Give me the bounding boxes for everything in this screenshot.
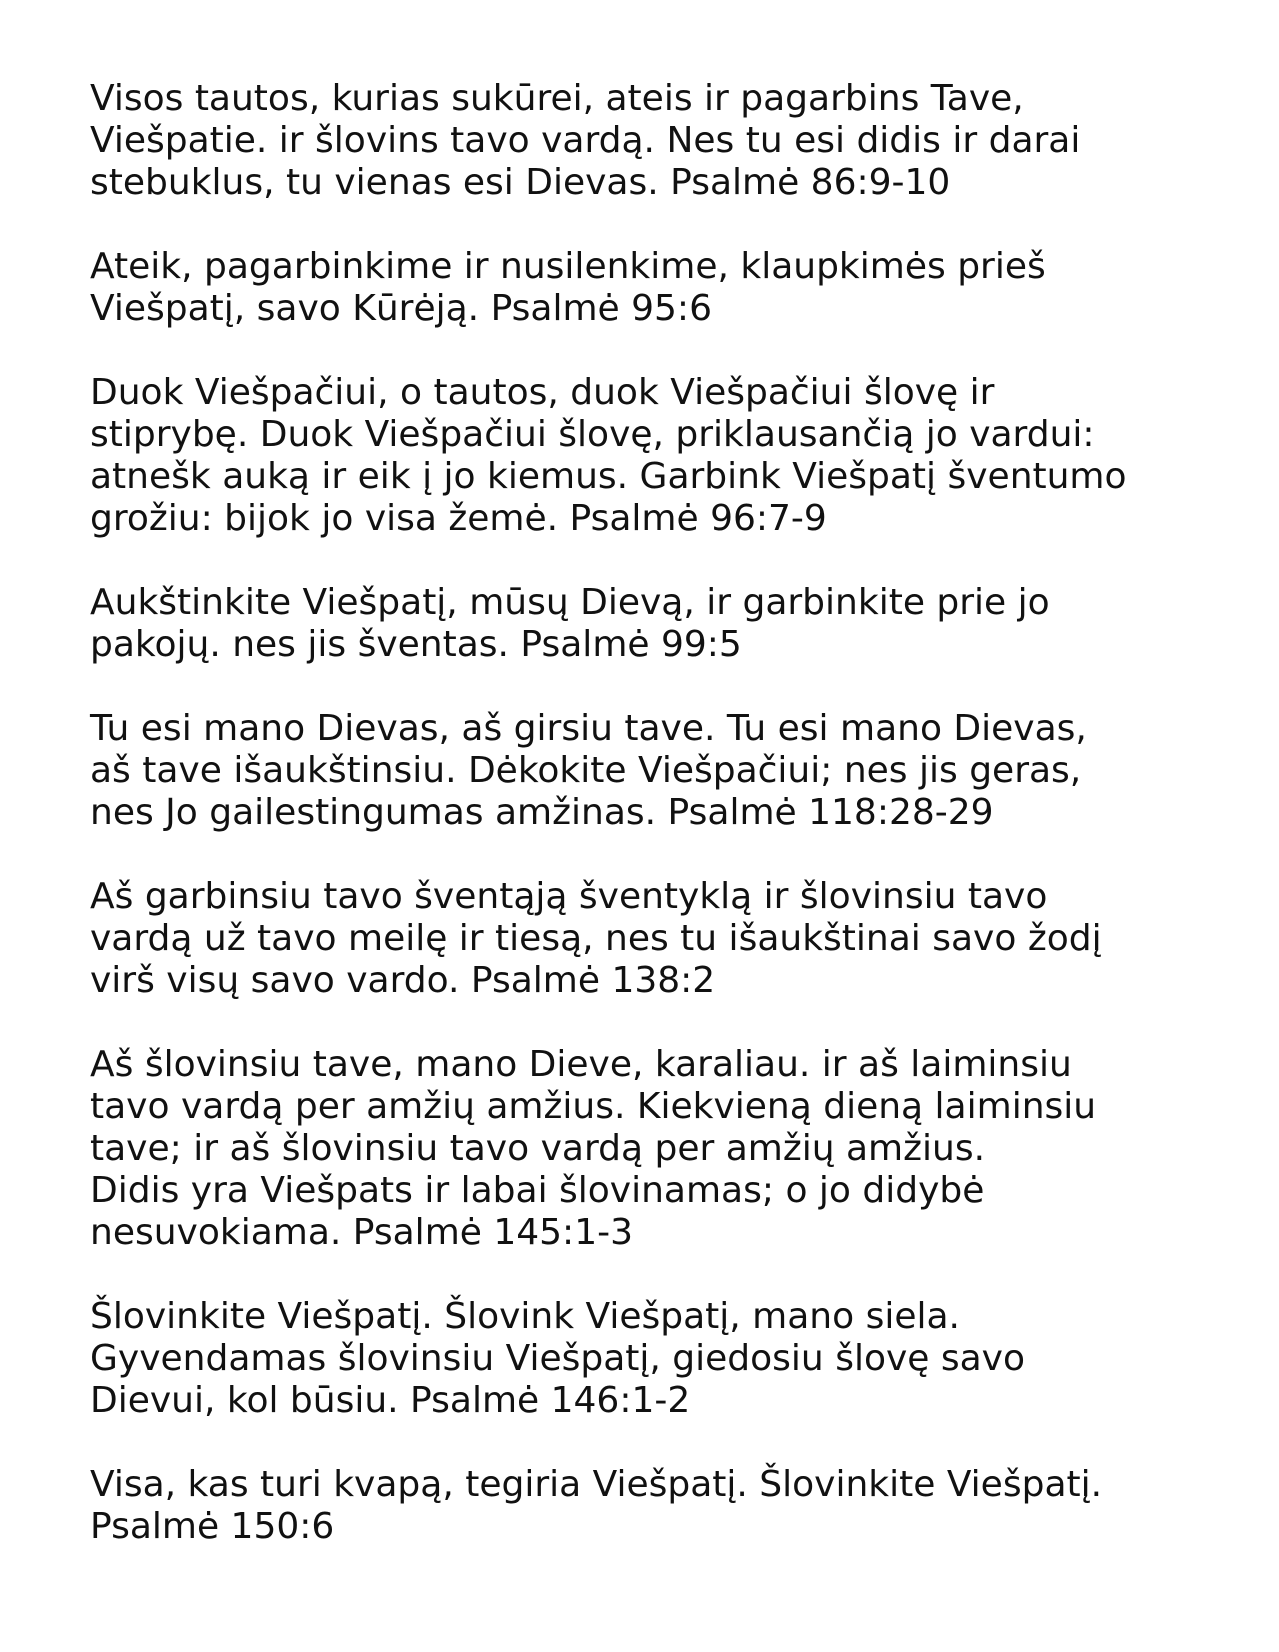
text-line: Psalmė 150:6	[90, 1506, 335, 1547]
verse-paragraph	[90, 1464, 1210, 1548]
text-line: Gyvendamas šlovinsiu Viešpatį, giedosiu šlovę savo	[90, 1338, 1026, 1379]
text-line: grožiu: bijok jo visa žemė. Psalmė 96:7-9	[90, 498, 827, 539]
text-line: tave; ir aš šlovinsiu tavo vardą per amžių amžius.	[90, 1128, 986, 1169]
document-page	[90, 78, 1210, 1590]
verse-paragraph	[90, 876, 1210, 1002]
verse-paragraph	[90, 1044, 1210, 1254]
text-line: stiprybę. Duok Viešpačiui šlovę, priklausančią jo vardui:	[90, 414, 1095, 455]
text-line: Visos tautos, kurias sukūrei, ateis ir pagarbins Tave,	[90, 78, 1024, 119]
verse-paragraph	[90, 708, 1210, 834]
text-line: Duok Viešpačiui, o tautos, duok Viešpačiui šlovę ir	[90, 372, 995, 413]
text-line: nesuvokiama. Psalmė 145:1-3	[90, 1212, 633, 1253]
text-line: Tu esi mano Dievas, aš girsiu tave. Tu esi mano Dievas,	[90, 708, 1087, 749]
text-line: nes Jo gailestingumas amžinas. Psalmė 118:28-29	[90, 792, 994, 833]
text-line: Aš garbinsiu tavo šventąją šventyklą ir šlovinsiu tavo	[90, 876, 1048, 917]
text-line: Ateik, pagarbinkime ir nusilenkime, klaupkimės prieš	[90, 246, 1046, 287]
text-line: vardą už tavo meilę ir tiesą, nes tu išaukštinai savo žodį	[90, 918, 1102, 959]
text-line: Dievui, kol būsiu. Psalmė 146:1-2	[90, 1380, 691, 1421]
text-line: stebuklus, tu vienas esi Dievas. Psalmė 86:9-10	[90, 162, 951, 203]
text-line: Viešpatį, savo Kūrėją. Psalmė 95:6	[90, 288, 712, 329]
text-line: tavo vardą per amžių amžius. Kiekvieną dieną laiminsiu	[90, 1086, 1097, 1127]
verse-paragraph	[90, 1296, 1210, 1422]
text-line: Viešpatie. ir šlovins tavo vardą. Nes tu esi didis ir darai	[90, 120, 1081, 161]
text-line: Aš šlovinsiu tave, mano Dieve, karaliau. ir aš laiminsiu	[90, 1044, 1072, 1085]
text-line: Didis yra Viešpats ir labai šlovinamas; o jo didybė	[90, 1170, 985, 1211]
text-line: Aukštinkite Viešpatį, mūsų Dievą, ir garbinkite prie jo	[90, 582, 1050, 623]
text-line: virš visų savo vardo. Psalmė 138:2	[90, 960, 716, 1001]
verse-paragraph	[90, 78, 1210, 204]
verse-paragraph	[90, 372, 1210, 540]
text-line: Visa, kas turi kvapą, tegiria Viešpatį. Šlovinkite Viešpatį.	[90, 1464, 1103, 1505]
text-line: pakojų. nes jis šventas. Psalmė 99:5	[90, 624, 742, 665]
text-line: aš tave išaukštinsiu. Dėkokite Viešpačiui; nes jis geras,	[90, 750, 1082, 791]
text-line: atnešk auką ir eik į jo kiemus. Garbink Viešpatį šventumo	[90, 456, 1127, 497]
text-line: Šlovinkite Viešpatį. Šlovink Viešpatį, mano siela.	[90, 1296, 960, 1337]
verse-paragraph	[90, 246, 1210, 330]
verse-paragraph	[90, 582, 1210, 666]
